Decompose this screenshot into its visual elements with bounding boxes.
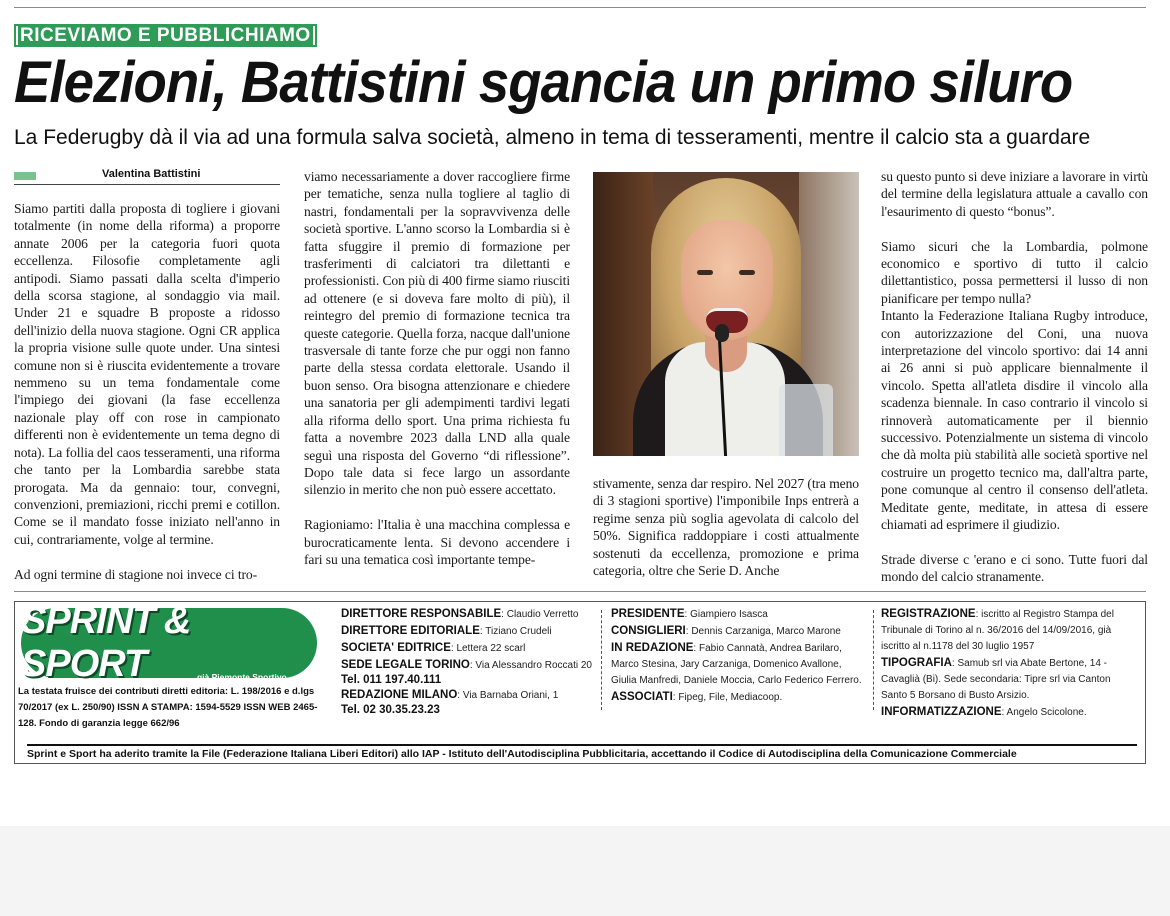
article-column-1 bbox=[14, 200, 280, 583]
paragraph: stivamente, senza dar respiro. Nel 2027 (tra meno di 3 stagioni sportive) l'imponibile Inps entrerà a regime senza più soglia agevolata di calcolo del 50%. Significa raddoppiare i costi attualmente sostenuti da eccellenza, promozione e prima categoria, oltre che Serie D. Anche bbox=[593, 476, 859, 579]
paragraph: Siamo sicuri che la Lombardia, polmone economico e sportivo di tutto il calcio dilettantistico, possa permettersi il lusso di non pianificare per tempo nulla? bbox=[881, 238, 1148, 306]
paragraph: Ragioniamo: l'Italia è una macchina complessa e burocraticamente lenta. Si devono accendere i fari su una tematica così importante tempe- bbox=[304, 517, 570, 567]
microphone-icon bbox=[715, 324, 729, 342]
paragraph: Siamo partiti dalla proposta di togliere i giovani totalmente (in nome della riforma) a proporre annate 2006 per la categoria fuori quota eccellenza. Filosofie completamente agli antipodi. Siamo passati dalla scelta d'imperio della scorsa stagione, al sondaggio via mail. Under 21 e squadre B proposte a ridosso dell'inizio della nuova stagione. Ogni CR applica la propria visione sulle quote under. Una sintesi comune non si è riuscita evidentemente a trovare nemmeno su un tema fondamentale come l'impiego dei giovani (la fase eccellenza nazionale play off con rose in campionato differenti non è evidentemente un tema degno di nota). La follia del caos tesseramenti, una riforma che tanto per la Lombardia sarebbe stata prorogata. Ma da gennaio: tour, convegni, convenzioni, premiazioni, ricchi premi e cotillon. Come se il mandato fosse iniziato nell'anno in cui, contrariamente, volge al termine. bbox=[14, 201, 280, 547]
funding-note: La testata fruisce dei contributi diretti editoria: L. 198/2016 e d.lgs 70/2017 (ex L. 250/90) ISSN A STAMPA: 1594-5529 ISSN WEB 2465-128. Fondo di garanzia legge 662/96 bbox=[18, 686, 318, 729]
masthead-column-legal: REGISTRAZIONE: iscritto al Registro Stampa del Tribunale di Torino al n. 36/2016 del 14/09/2016, già iscritto al n.1178 del 30 luglio 1957 TIPOGRAFIA: Samub srl via Abate Bertone, 14 - Cavaglià (Bi). Sede secondaria: Tipre srl via Canton Santo 5 Borsano di Busto Arsizio. INFORMATIZZAZIONE: Angelo Scicolone. bbox=[881, 608, 1114, 718]
sprint-sport-logo bbox=[21, 600, 317, 685]
portrait-photo bbox=[593, 172, 859, 456]
masthead-column-staff: PRESIDENTE: Giampiero Isasca CONSIGLIERI: Dennis Carzaniga, Marco Marone IN REDAZIONE: Fabio Cannatà, Andrea Barilaro, Marco Stesina, Jary Carzaniga, Domenico Avallone, Giulia Manfredi, Daniele Moccia, Carlo Federico Ferrero. ASSOCIATI: Fipeg, File, Mediacoop. bbox=[611, 608, 862, 703]
paragraph: Strade diverse c 'erano e ci sono. Tutte fuori dal mondo del calcio stranamente. bbox=[881, 551, 1148, 585]
masthead-column-editorial: DIRETTORE RESPONSABILE: Claudio Verretto DIRETTORE EDITORIALE: Tiziano Crudeli SOCIETA' EDITRICE: Lettera 22 scarl SEDE LEGALE TORINO: Via Alessandro Roccati 20 Tel. 011 197.40.111 REDAZIONE MILANO: Via Barnaba Oriani, 1 Tel. 02 30.35.23.23 bbox=[341, 606, 603, 717]
phone-milano: Tel. 02 30.35.23.23 bbox=[341, 704, 440, 716]
byline-marker bbox=[14, 172, 36, 180]
headline: Elezioni, Battistini sgancia un primo siluro bbox=[14, 50, 1073, 115]
iap-notice: Sprint e Sport ha aderito tramite la File (Federazione Italiana Liberi Editori) allo IAP - Istituto dell'Autodisciplina Pubblicitaria, accettando il Codice di Autodisciplina della Comunicazione Commerciale bbox=[27, 748, 1017, 760]
kicker-label bbox=[14, 24, 317, 47]
phone-torino: Tel. 011 197.40.111 bbox=[341, 674, 442, 686]
article-column-3 bbox=[593, 475, 859, 579]
masthead-separator bbox=[601, 610, 603, 710]
article-column-4 bbox=[881, 168, 1148, 586]
kicker-text: RICEVIAMO E PUBBLICHIAMO bbox=[20, 25, 311, 46]
byline: Valentina Battistini bbox=[102, 168, 201, 180]
masthead-bottom-rule bbox=[27, 744, 1137, 746]
masthead-box bbox=[14, 601, 1146, 764]
paragraph: Intanto la Federazione Italiana Rugby introduce, con autorizzazione del Coni, una nuova interpretazione del vincolo sportivo: dai 14 anni ai 26 anni si può applicare biennalmente il vincolo. Spetta all'atleta disdire il vincolo alla scadenza biennale. In caso contrario il vincolo si rinnoverà automaticamente per il biennio successivo. Potenzialmente un sistema di vincolo che dà molta più stabilità alle società sportive nel costruire un progetto tecnico ma, dall'altra parte, pone comunque al centro il consenso dell'atleta. Meditate gente, meditate, in attesa di essere chiamati ad esprimere il giudizio. bbox=[881, 308, 1148, 533]
paragraph: Ad ogni termine di stagione noi invece ci tro- bbox=[14, 566, 258, 582]
paragraph: su questo punto si deve iniziare a lavorare in virtù del termine della legislatura attuale a cavallo con l'esaurimento di questo “bonus”. bbox=[881, 169, 1148, 219]
subheadline: La Federugby dà il via ad una formula salva società, almeno in tema di tesseramenti, mentre il calcio sta a guardare bbox=[14, 126, 1091, 149]
paragraph: viamo necessariamente a dover raccogliere firme per tematiche, senza nulla togliere al taglio di nastri, fondamentali per la sopravvivenza delle società sportive. L'anno scorso la Lombardia si è fatta sfuggire il premio di formazione per trasferimenti di calciatori tra dilettanti e professionisti. Con più di 400 firme siamo riusciti ad ottenere (e si doveva fare molto di più), il reintegro del premio di formazione tecnica tra queste categorie. Quella forza, nacque dall'unione trasversale di tante forze che pur oggi non fanno parte della stessa cordata elettorale. Usando il buon senso. Ora bisogna attenzionare e chiedere una sanatoria per gli adempimenti tardivi legati alla riforma dello sport. Una prima richiesta fu fatta a novembre 2023 dalla LND alla quale seguì una risposta del Governo “di riflessione”. Dopo tale data si fece largo un assordante silenzio in merito che non può essere accettato. bbox=[304, 169, 570, 498]
logo-subtitle: già Piemonte Sportivo bbox=[197, 672, 287, 682]
logo-text: SPRINT & SPORT bbox=[21, 600, 191, 685]
masthead-separator bbox=[873, 610, 875, 710]
top-rule bbox=[14, 7, 1146, 8]
glass-icon bbox=[779, 384, 833, 456]
article-column-2 bbox=[304, 168, 570, 568]
footer-rule bbox=[14, 591, 1146, 592]
byline-rule bbox=[14, 184, 280, 185]
